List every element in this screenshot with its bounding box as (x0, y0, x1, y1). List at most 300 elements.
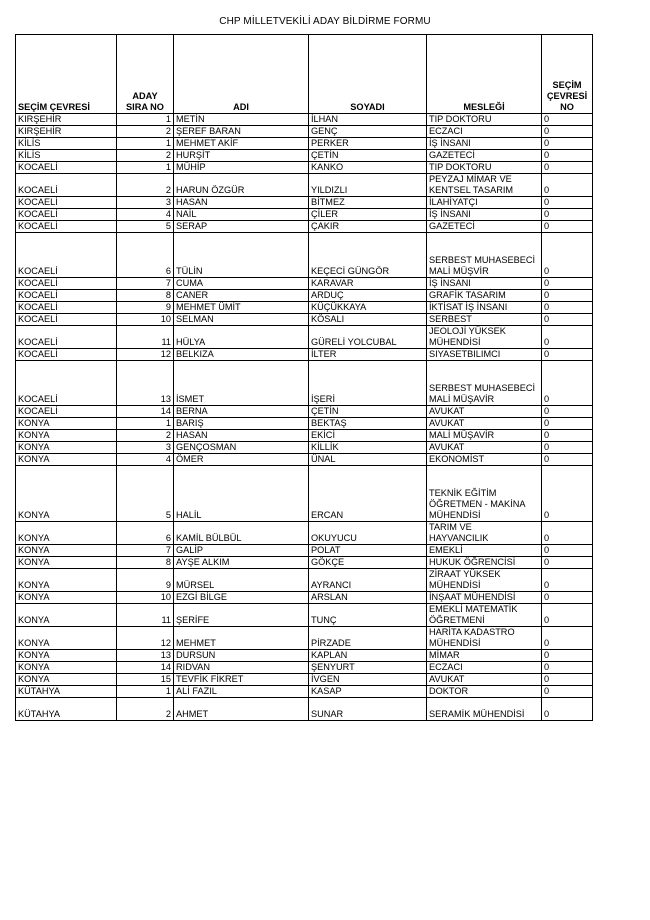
table-row (16, 162, 593, 174)
meslek-line: GAZETECİ (429, 221, 475, 231)
cell-sira-no: 10 (117, 592, 174, 604)
cell-meslegi (427, 662, 542, 674)
cell-adi: MEHMET (174, 627, 309, 650)
table-row (16, 138, 593, 150)
cell-secim-cevresi: KOCAELİ (16, 290, 117, 302)
cell-sira-no: 9 (117, 302, 174, 314)
cell-adi: MEHMET AKİF (174, 138, 309, 150)
header-soyadi: SOYADI (309, 35, 427, 114)
table-row (16, 592, 593, 604)
candidate-table (15, 34, 593, 721)
cell-sira-no: 12 (117, 627, 174, 650)
cell-sira-no: 3 (117, 442, 174, 454)
meslek-line: ECZACI (429, 662, 463, 672)
cell-meslegi (427, 326, 542, 349)
cell-meslegi (427, 545, 542, 557)
cell-meslegi (427, 209, 542, 221)
table-row (16, 174, 593, 197)
table-row (16, 302, 593, 314)
cell-soyadi: ARSLAN (309, 592, 427, 604)
cell-secim-cevresi-no: 0 (542, 349, 593, 361)
cell-secim-cevresi-no: 0 (542, 114, 593, 126)
cell-secim-cevresi: KOCAELİ (16, 361, 117, 406)
table-row (16, 361, 593, 406)
cell-soyadi: ÇETİN (309, 406, 427, 418)
cell-adi: SERAP (174, 221, 309, 233)
cell-sira-no: 2 (117, 126, 174, 138)
cell-secim-cevresi-no: 0 (542, 302, 593, 314)
cell-soyadi: KÖSALI (309, 314, 427, 326)
meslek-line: MALİ MÜŞAVİR (429, 394, 495, 404)
meslek-line: ECZACI (429, 126, 463, 136)
cell-meslegi (427, 604, 542, 627)
cell-adi: HASAN (174, 197, 309, 209)
cell-secim-cevresi-no: 0 (542, 126, 593, 138)
header-no-line3: NO (560, 102, 574, 112)
cell-secim-cevresi-no: 0 (542, 150, 593, 162)
cell-secim-cevresi: KIRŞEHİR (16, 126, 117, 138)
cell-meslegi (427, 674, 542, 686)
cell-secim-cevresi: KONYA (16, 557, 117, 569)
cell-secim-cevresi-no: 0 (542, 326, 593, 349)
table-row (16, 290, 593, 302)
meslek-line: PEYZAJ MİMAR VE (429, 174, 512, 184)
cell-secim-cevresi-no: 0 (542, 662, 593, 674)
cell-meslegi (427, 221, 542, 233)
cell-secim-cevresi-no: 0 (542, 290, 593, 302)
meslek-line: MÜHENDİSİ (429, 638, 481, 648)
cell-soyadi: PİRZADE (309, 627, 427, 650)
cell-soyadi: GÖKÇE (309, 557, 427, 569)
cell-secim-cevresi: KONYA (16, 442, 117, 454)
cell-sira-no: 14 (117, 406, 174, 418)
cell-adi: HURŞİT (174, 150, 309, 162)
cell-secim-cevresi-no: 0 (542, 209, 593, 221)
cell-soyadi: KİLLİK (309, 442, 427, 454)
meslek-line: SERBEST MUHASEBECİ (429, 255, 536, 265)
cell-meslegi (427, 442, 542, 454)
cell-secim-cevresi-no: 0 (542, 454, 593, 466)
table-row (16, 150, 593, 162)
meslek-line (429, 372, 539, 383)
cell-secim-cevresi: KOCAELİ (16, 221, 117, 233)
table-body (16, 114, 593, 721)
cell-adi: BARIŞ (174, 418, 309, 430)
cell-secim-cevresi: KOCAELİ (16, 197, 117, 209)
table-row (16, 698, 593, 721)
cell-sira-no: 15 (117, 674, 174, 686)
cell-meslegi (427, 430, 542, 442)
cell-adi: ÖMER (174, 454, 309, 466)
meslek-line: TIP DOKTORU (429, 162, 492, 172)
cell-meslegi (427, 592, 542, 604)
header-secim-cevresi-no (542, 35, 593, 114)
cell-adi: CUMA (174, 278, 309, 290)
cell-adi: KAMİL BÜLBÜL (174, 522, 309, 545)
cell-sira-no: 1 (117, 162, 174, 174)
cell-meslegi (427, 627, 542, 650)
cell-meslegi (427, 138, 542, 150)
cell-secim-cevresi: KÜTAHYA (16, 698, 117, 721)
table-row (16, 627, 593, 650)
header-aday-sira-no-line2: SIRA NO (126, 102, 164, 112)
cell-secim-cevresi: KİLİS (16, 138, 117, 150)
cell-soyadi: KAPLAN (309, 650, 427, 662)
cell-secim-cevresi-no: 0 (542, 686, 593, 698)
header-no-line2: ÇEVRESİ (546, 91, 588, 101)
cell-soyadi: ÇİLER (309, 209, 427, 221)
cell-secim-cevresi-no: 0 (542, 138, 593, 150)
cell-soyadi: ŞENYURT (309, 662, 427, 674)
cell-secim-cevresi-no: 0 (542, 650, 593, 662)
cell-sira-no: 1 (117, 418, 174, 430)
cell-sira-no: 4 (117, 454, 174, 466)
table-row (16, 221, 593, 233)
table-row (16, 233, 593, 278)
table-row (16, 406, 593, 418)
cell-secim-cevresi: KÜTAHYA (16, 686, 117, 698)
meslek-line: EMEKLİ (429, 545, 463, 555)
cell-soyadi: POLAT (309, 545, 427, 557)
cell-secim-cevresi-no: 0 (542, 442, 593, 454)
cell-sira-no: 9 (117, 569, 174, 592)
header-aday-sira-no (117, 35, 174, 114)
cell-soyadi: AYRANCI (309, 569, 427, 592)
meslek-line (429, 244, 539, 255)
cell-secim-cevresi-no: 0 (542, 698, 593, 721)
cell-secim-cevresi: KOCAELİ (16, 209, 117, 221)
cell-adi: MEHMET ÜMİT (174, 302, 309, 314)
cell-adi: GALİP (174, 545, 309, 557)
table-row (16, 114, 593, 126)
cell-adi: MÜRSEL (174, 569, 309, 592)
table-row (16, 442, 593, 454)
table-row (16, 454, 593, 466)
cell-secim-cevresi: KIRŞEHİR (16, 114, 117, 126)
table-row (16, 314, 593, 326)
header-meslegi: MESLEĞİ (427, 35, 542, 114)
cell-secim-cevresi-no: 0 (542, 233, 593, 278)
cell-sira-no: 10 (117, 314, 174, 326)
meslek-line: AVUKAT (429, 418, 465, 428)
cell-sira-no: 8 (117, 557, 174, 569)
cell-secim-cevresi: KOCAELİ (16, 326, 117, 349)
cell-meslegi (427, 278, 542, 290)
cell-meslegi (427, 349, 542, 361)
cell-secim-cevresi-no: 0 (542, 430, 593, 442)
meslek-line (429, 361, 539, 372)
cell-adi: NAİL (174, 209, 309, 221)
cell-sira-no: 2 (117, 174, 174, 197)
cell-soyadi: TUNÇ (309, 604, 427, 627)
cell-soyadi: İVGEN (309, 674, 427, 686)
meslek-line: MÜHENDİSİ (429, 580, 481, 590)
cell-secim-cevresi-no: 0 (542, 569, 593, 592)
cell-meslegi (427, 418, 542, 430)
meslek-line: İLAHİYATÇI (429, 197, 478, 207)
cell-meslegi (427, 126, 542, 138)
meslek-line: JEOLOJİ YÜKSEK (429, 326, 506, 336)
meslek-line (429, 698, 539, 709)
cell-secim-cevresi: KOCAELİ (16, 302, 117, 314)
header-row (16, 35, 593, 114)
cell-adi: RIDVAN (174, 662, 309, 674)
cell-secim-cevresi: KOCAELİ (16, 314, 117, 326)
meslek-line: İŞ İNSANI (429, 209, 471, 219)
cell-meslegi (427, 406, 542, 418)
cell-secim-cevresi: KONYA (16, 466, 117, 522)
cell-adi: İSMET (174, 361, 309, 406)
table-row (16, 326, 593, 349)
cell-adi: BERNA (174, 406, 309, 418)
cell-secim-cevresi: KONYA (16, 430, 117, 442)
meslek-line (429, 477, 539, 488)
meslek-line: SERAMİK MÜHENDİSİ (429, 709, 525, 719)
cell-secim-cevresi: KONYA (16, 592, 117, 604)
cell-secim-cevresi-no: 0 (542, 197, 593, 209)
cell-secim-cevresi: KONYA (16, 650, 117, 662)
cell-secim-cevresi-no: 0 (542, 557, 593, 569)
cell-sira-no: 11 (117, 604, 174, 627)
header-aday-sira-no-line1: ADAY (132, 91, 158, 101)
cell-adi: SELMAN (174, 314, 309, 326)
cell-sira-no: 13 (117, 650, 174, 662)
meslek-line (429, 466, 539, 477)
cell-sira-no: 1 (117, 138, 174, 150)
cell-soyadi: KARAVAR (309, 278, 427, 290)
meslek-line: MALİ MÜŞVİR (429, 266, 489, 276)
meslek-line: İŞ İNSANI (429, 138, 471, 148)
cell-sira-no: 5 (117, 221, 174, 233)
table-row (16, 197, 593, 209)
cell-soyadi: ERCAN (309, 466, 427, 522)
cell-sira-no: 5 (117, 466, 174, 522)
cell-secim-cevresi-no: 0 (542, 406, 593, 418)
meslek-line: HAYVANCILIK (429, 533, 489, 543)
cell-adi: HASAN (174, 430, 309, 442)
cell-secim-cevresi: KONYA (16, 662, 117, 674)
table-row (16, 278, 593, 290)
cell-secim-cevresi: KONYA (16, 674, 117, 686)
cell-sira-no: 7 (117, 545, 174, 557)
cell-soyadi: BEKTAŞ (309, 418, 427, 430)
cell-soyadi: İLHAN (309, 114, 427, 126)
cell-soyadi: İLTER (309, 349, 427, 361)
cell-meslegi (427, 557, 542, 569)
table-row (16, 430, 593, 442)
meslek-line: AVUKAT (429, 674, 465, 684)
meslek-line: EKONOMİST (429, 454, 485, 464)
cell-secim-cevresi-no: 0 (542, 314, 593, 326)
meslek-line: İŞ İNSANI (429, 278, 471, 288)
meslek-line: DOKTOR (429, 686, 469, 696)
cell-soyadi: BİTMEZ (309, 197, 427, 209)
cell-soyadi: ÜNAL (309, 454, 427, 466)
table-row (16, 418, 593, 430)
meslek-line: SERBEST (429, 314, 472, 324)
cell-soyadi: EKİCİ (309, 430, 427, 442)
cell-adi: HARUN ÖZGÜR (174, 174, 309, 197)
cell-secim-cevresi: KİLİS (16, 150, 117, 162)
cell-secim-cevresi: KONYA (16, 418, 117, 430)
cell-adi: DURSUN (174, 650, 309, 662)
cell-secim-cevresi-no: 0 (542, 162, 593, 174)
cell-secim-cevresi: KOCAELİ (16, 162, 117, 174)
cell-soyadi: KANKO (309, 162, 427, 174)
cell-sira-no: 7 (117, 278, 174, 290)
cell-meslegi (427, 150, 542, 162)
cell-adi: AHMET (174, 698, 309, 721)
table-row (16, 466, 593, 522)
cell-soyadi: KEÇECİ GÜNGÖR (309, 233, 427, 278)
cell-meslegi (427, 290, 542, 302)
meslek-line: ZİRAAT YÜKSEK (429, 569, 501, 579)
meslek-line: MALİ MÜŞAVİR (429, 430, 495, 440)
table-row (16, 650, 593, 662)
meslek-line: MÜHENDİSİ (429, 337, 481, 347)
meslek-line: HARİTA KADASTRO (429, 627, 515, 637)
meslek-line: MİMAR (429, 650, 460, 660)
cell-soyadi: GENÇ (309, 126, 427, 138)
cell-meslegi (427, 197, 542, 209)
cell-meslegi (427, 466, 542, 522)
cell-secim-cevresi: KONYA (16, 522, 117, 545)
meslek-line: ÖĞRETMENİ (429, 615, 485, 625)
cell-secim-cevresi: KOCAELİ (16, 349, 117, 361)
meslek-line: EMEKLİ MATEMATİK (429, 604, 518, 614)
cell-sira-no: 8 (117, 290, 174, 302)
cell-secim-cevresi: KONYA (16, 569, 117, 592)
cell-secim-cevresi-no: 0 (542, 674, 593, 686)
cell-sira-no: 4 (117, 209, 174, 221)
cell-meslegi (427, 174, 542, 197)
cell-soyadi: KÜÇÜKKAYA (309, 302, 427, 314)
cell-meslegi (427, 698, 542, 721)
cell-secim-cevresi-no: 0 (542, 604, 593, 627)
cell-sira-no: 2 (117, 430, 174, 442)
table-row (16, 545, 593, 557)
cell-sira-no: 6 (117, 233, 174, 278)
meslek-line: SERBEST MUHASEBECİ (429, 383, 536, 393)
table-row (16, 604, 593, 627)
cell-adi: ALİ FAZIL (174, 686, 309, 698)
cell-soyadi: PERKER (309, 138, 427, 150)
cell-secim-cevresi: KONYA (16, 604, 117, 627)
cell-secim-cevresi: KOCAELİ (16, 174, 117, 197)
cell-meslegi (427, 569, 542, 592)
cell-soyadi: ÇETİN (309, 150, 427, 162)
cell-soyadi: YILDIZLI (309, 174, 427, 197)
cell-secim-cevresi-no: 0 (542, 522, 593, 545)
cell-sira-no: 1 (117, 114, 174, 126)
cell-meslegi (427, 522, 542, 545)
cell-secim-cevresi-no: 0 (542, 221, 593, 233)
meslek-line: İKTİSAT İŞ İNSANI (429, 302, 508, 312)
meslek-line: TIP DOKTORU (429, 114, 492, 124)
header-secim-cevresi: SEÇİM ÇEVRESİ (16, 35, 117, 114)
cell-sira-no: 6 (117, 522, 174, 545)
table-row (16, 674, 593, 686)
meslek-line: GAZETECİ (429, 150, 475, 160)
header-adi: ADI (174, 35, 309, 114)
cell-meslegi (427, 454, 542, 466)
table-row (16, 522, 593, 545)
meslek-line: AVUKAT (429, 442, 465, 452)
cell-secim-cevresi: KONYA (16, 627, 117, 650)
cell-meslegi (427, 686, 542, 698)
cell-sira-no: 2 (117, 698, 174, 721)
table-row (16, 662, 593, 674)
meslek-line: İNŞAAT MÜHENDİSİ (429, 592, 516, 602)
cell-meslegi (427, 162, 542, 174)
cell-adi: GENÇOSMAN (174, 442, 309, 454)
cell-secim-cevresi-no: 0 (542, 418, 593, 430)
cell-secim-cevresi-no: 0 (542, 278, 593, 290)
cell-secim-cevresi-no: 0 (542, 174, 593, 197)
meslek-line: MÜHENDİSİ (429, 510, 481, 520)
cell-adi: CANER (174, 290, 309, 302)
cell-soyadi: SUNAR (309, 698, 427, 721)
table-row (16, 126, 593, 138)
cell-soyadi: GÜRELİ YOLCUBAL (309, 326, 427, 349)
table-row (16, 569, 593, 592)
cell-secim-cevresi: KONYA (16, 545, 117, 557)
cell-soyadi: KASAP (309, 686, 427, 698)
cell-adi: BELKIZA (174, 349, 309, 361)
cell-secim-cevresi: KONYA (16, 454, 117, 466)
cell-secim-cevresi-no: 0 (542, 592, 593, 604)
cell-sira-no: 14 (117, 662, 174, 674)
meslek-line: TARIM VE (429, 522, 472, 532)
cell-secim-cevresi: KOCAELİ (16, 406, 117, 418)
cell-soyadi: ARDUÇ (309, 290, 427, 302)
cell-soyadi: OKUYUCU (309, 522, 427, 545)
meslek-line: TEKNİK EĞİTİM (429, 488, 497, 498)
meslek-line: HUKUK ÖĞRENCİSİ (429, 557, 516, 567)
meslek-line: SIYASETBILIMCI (429, 349, 501, 359)
cell-meslegi (427, 314, 542, 326)
cell-adi: ŞERİFE (174, 604, 309, 627)
cell-adi: HÜLYA (174, 326, 309, 349)
meslek-line: GRAFİK TASARIM (429, 290, 506, 300)
cell-sira-no: 2 (117, 150, 174, 162)
cell-secim-cevresi-no: 0 (542, 361, 593, 406)
cell-adi: MÜHİP (174, 162, 309, 174)
cell-adi: TEVFİK FİKRET (174, 674, 309, 686)
cell-secim-cevresi-no: 0 (542, 466, 593, 522)
table-row (16, 349, 593, 361)
meslek-line: AVUKAT (429, 406, 465, 416)
cell-sira-no: 11 (117, 326, 174, 349)
meslek-line: ÖĞRETMEN - MAKİNA (429, 499, 526, 509)
cell-adi: METİN (174, 114, 309, 126)
cell-soyadi: İŞERİ (309, 361, 427, 406)
table-row (16, 557, 593, 569)
cell-soyadi: ÇAKIR (309, 221, 427, 233)
cell-sira-no: 3 (117, 197, 174, 209)
header-no-line1: SEÇİM (552, 80, 582, 90)
cell-sira-no: 1 (117, 686, 174, 698)
cell-adi: EZGİ BİLGE (174, 592, 309, 604)
cell-meslegi (427, 361, 542, 406)
cell-meslegi (427, 114, 542, 126)
form-title: CHP MİLLETVEKİLİ ADAY BİLDİRME FORMU (219, 16, 431, 27)
table-row (16, 686, 593, 698)
meslek-line: KENTSEL TASARIM (429, 185, 514, 195)
cell-secim-cevresi: KOCAELİ (16, 233, 117, 278)
cell-adi: TÜLİN (174, 233, 309, 278)
cell-meslegi (427, 650, 542, 662)
